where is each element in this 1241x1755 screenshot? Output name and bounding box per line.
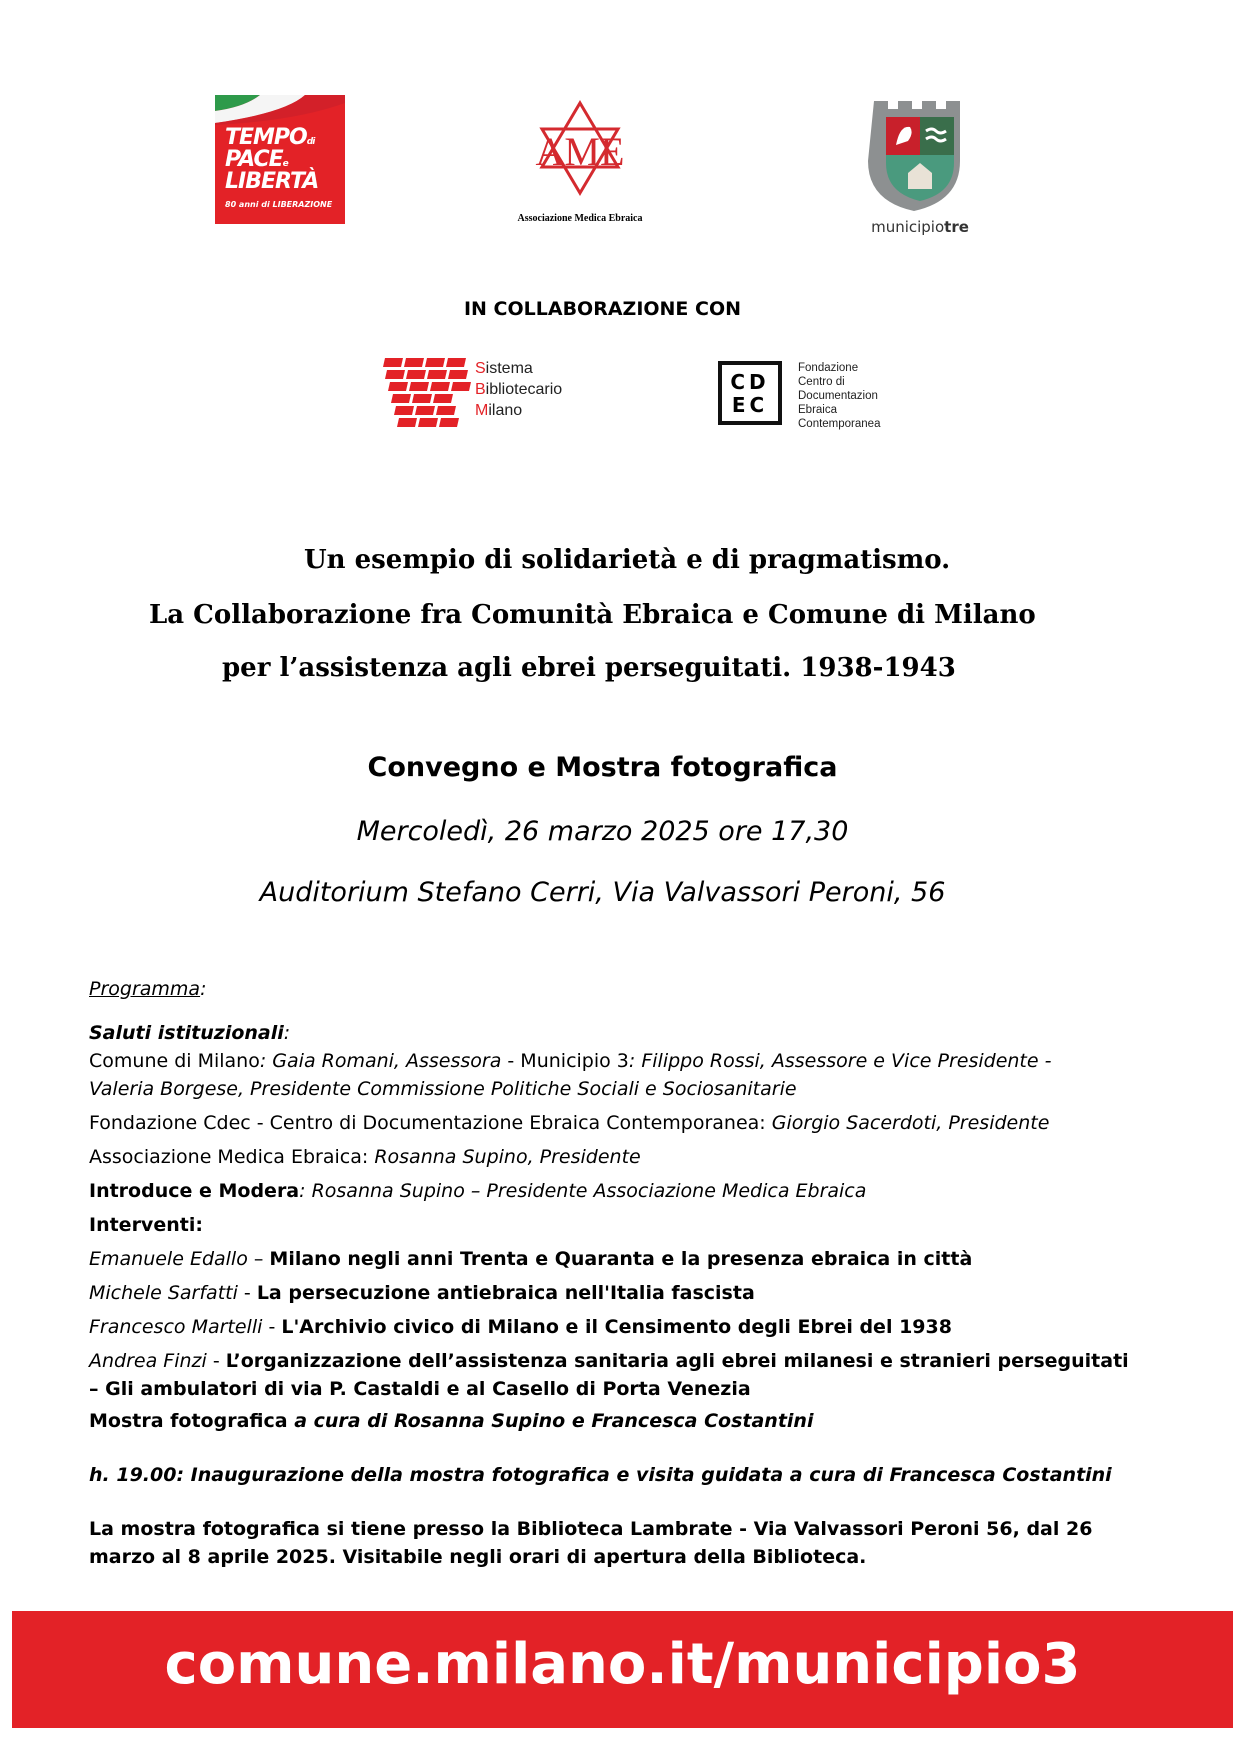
saluti-label: Saluti istituzionali: [89, 1022, 291, 1044]
moderator: Introduce e Modera: Rosanna Supino – Presidente Associazione Medica Ebraica [89, 1180, 867, 1202]
talk-item: Andrea Finzi - L’organizzazione dell’assistenza sanitaria agli ebrei milanesi e stranieri perseguitati – Gli ambulatori di via P. Castaldi e al Casello di Porta Venezia [89, 1350, 1129, 1400]
mostra-curators: Mostra fotografica a cura di Rosanna Supino e Francesca Costantini [89, 1410, 814, 1432]
exhibition-info: La mostra fotografica si tiene presso la Biblioteca Lambrate - Via Valvassori Peroni 56, dal 26 marzo al 8 aprile 2025. Visitabile negli orari di apertura della Biblioteca. [89, 1518, 1093, 1568]
interventi-label: Interventi: [89, 1214, 203, 1236]
saluti-ame: Associazione Medica Ebraica: Rosanna Supino, Presidente [89, 1146, 641, 1168]
logo-tempo-line3: LIBERTÀ [225, 169, 319, 194]
ame-logo [500, 95, 660, 230]
event-date: Mercoledì, 26 marzo 2025 ore 17,30 [356, 816, 849, 847]
inauguration: h. 19.00: Inaugurazione della mostra fotografica e visita guidata a cura di Francesca Costantini [89, 1464, 1112, 1486]
footer-url: comune.milano.it/municipio3 [164, 1632, 1081, 1697]
sistema-bibliotecario-logo [383, 358, 593, 430]
logo-tempo-line1: TEMPOdi [225, 125, 315, 150]
program-section [89, 975, 1134, 1571]
sbm-text: Sistema Bibliotecario Milano [475, 360, 563, 419]
event-subtitle: Convegno e Mostra fotografica [367, 752, 838, 783]
cdec-text: Fondazione Centro di Documentazion Ebraica Contemporanea [798, 362, 881, 430]
title-line-1: Un esempio di solidarietà e di pragmatismo. [304, 545, 951, 575]
logo-tempo-line4: 80 anni di LIBERAZIONE [225, 200, 333, 209]
star-of-david-icon [500, 95, 660, 207]
logo-tempo-line2: PACEe [225, 147, 288, 172]
event-venue: Auditorium Stefano Cerri, Via Valvassori Peroni, 56 [259, 877, 946, 908]
talk-item: Michele Sarfatti - La persecuzione antiebraica nell'Italia fascista [89, 1282, 755, 1304]
tempo-pace-liberta-logo [215, 95, 345, 224]
cdec-logo [718, 361, 888, 436]
title-line-2: La Collaborazione fra Comunità Ebraica e Comune di Milano [149, 600, 1036, 630]
collaboration-heading: IN COLLABORAZIONE CON [463, 298, 742, 320]
municipio-caption: municipiotre [871, 218, 969, 236]
title-line-3: per l’assistenza agli ebrei perseguitati. 1938-1943 [222, 653, 956, 683]
saluti-comune: Comune di Milano: Gaia Romani, Assessora - Municipio 3: Filippo Rossi, Assessore e Vice Presidente - [89, 1050, 1052, 1072]
footer-banner [12, 1611, 1233, 1728]
saluti-cdec: Fondazione Cdec - Centro di Documentazione Ebraica Contemporanea: Giorgio Sacerdoti, Presidente [89, 1112, 1050, 1134]
italian-flag-icon [215, 95, 345, 125]
ame-caption: Associazione Medica Ebraica [517, 213, 643, 224]
svg-text:AME: AME [535, 129, 625, 174]
program-heading: Programma: [89, 978, 207, 1000]
saluti-comune-cont: Valeria Borgese, Presidente Commissione Politiche Sociali e Sociosanitarie [89, 1078, 797, 1100]
talk-item: Emanuele Edallo – Milano negli anni Trenta e Quaranta e la presenza ebraica in città [89, 1248, 973, 1270]
municipio-shield-icon [860, 95, 980, 213]
talk-item: Francesco Martelli - L'Archivio civico di Milano e il Censimento degli Ebrei del 1938 [89, 1316, 952, 1338]
municipio-tre-logo [860, 95, 980, 245]
library-bricks-icon [383, 358, 471, 430]
cdec-box: CD EC [718, 361, 782, 425]
